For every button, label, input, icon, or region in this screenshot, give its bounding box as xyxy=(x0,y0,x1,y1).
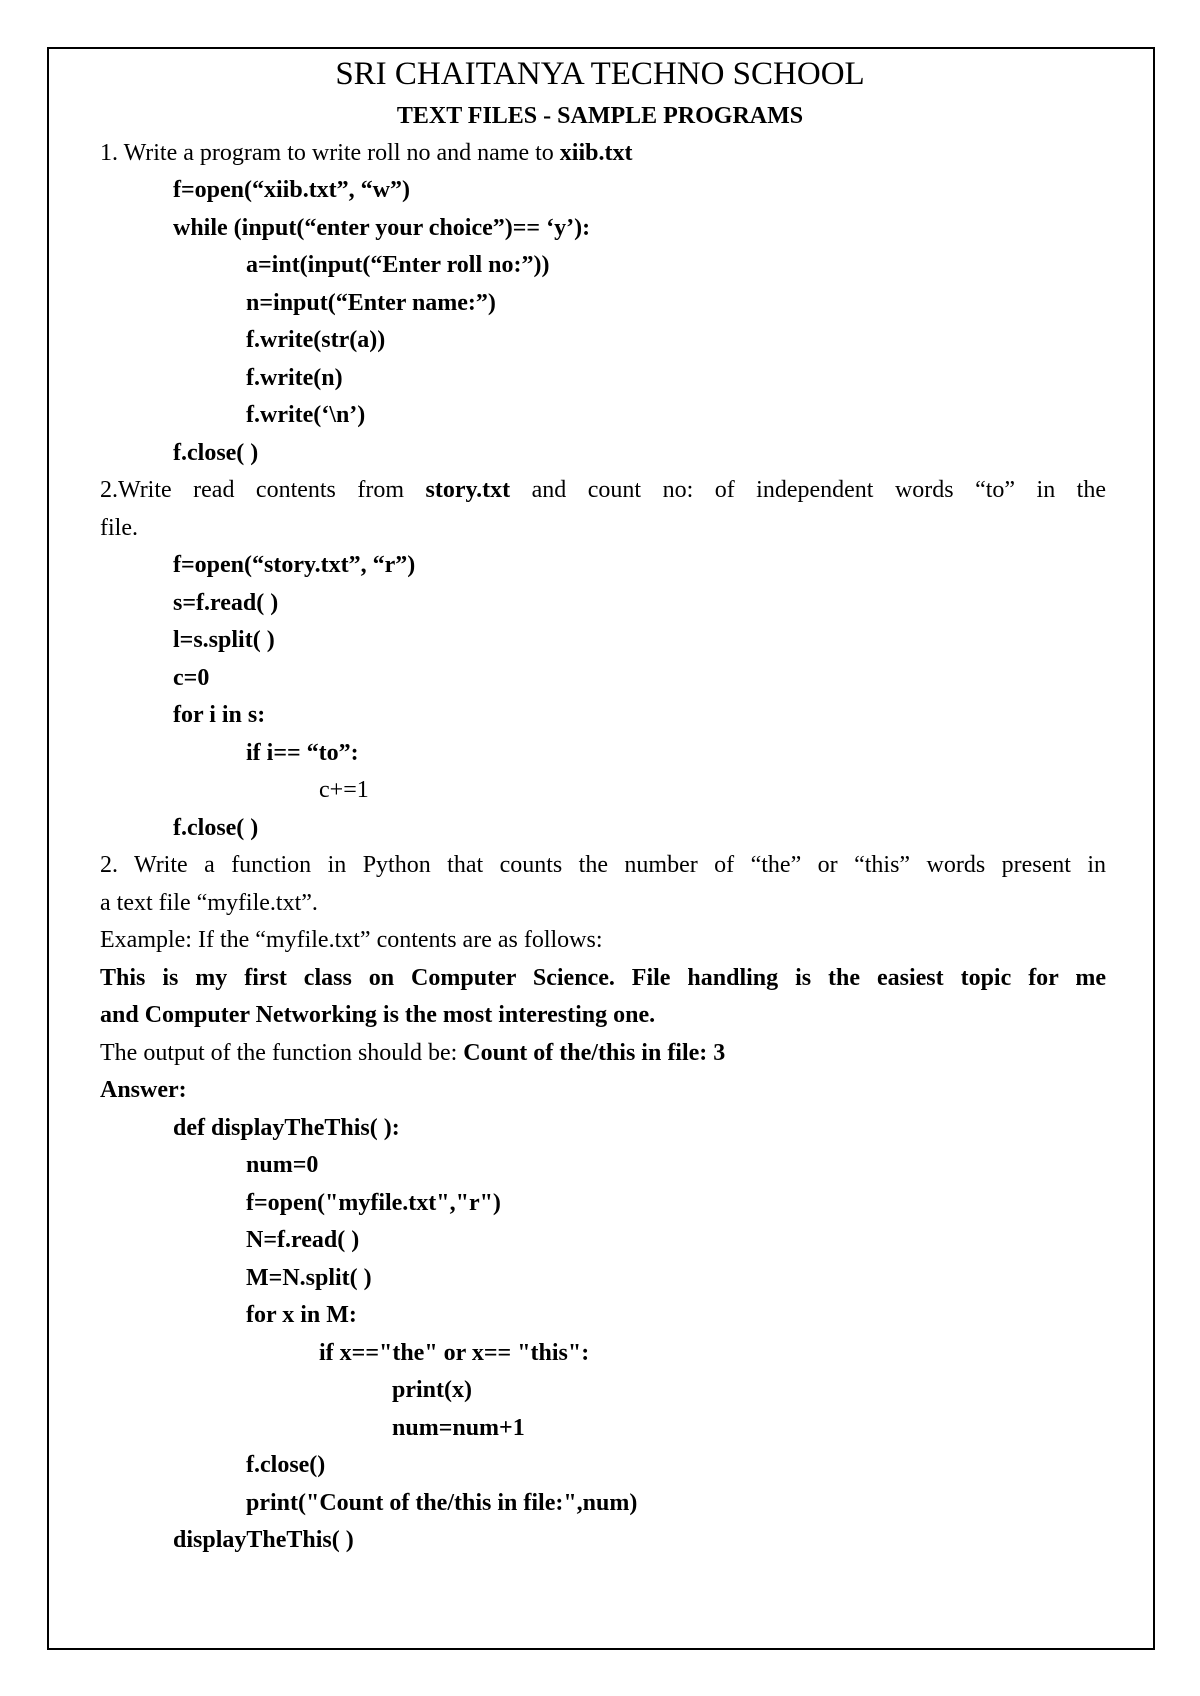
question-3-cont: a text file “myfile.txt”. xyxy=(100,890,318,916)
code-line: s=f.read( ) xyxy=(173,590,279,616)
code-line: a=int(input(“Enter roll no:”)) xyxy=(246,252,550,278)
code-line: if i== “to”: xyxy=(246,740,359,766)
code-line: f.write(‘\n’) xyxy=(246,402,366,428)
code-line: while (input(“enter your choice”)== ‘y’): xyxy=(173,215,591,241)
code-line: for i in s: xyxy=(173,702,266,728)
code-line: f.close() xyxy=(246,1452,326,1478)
code-line: f.write(n) xyxy=(246,365,343,391)
filename-story: story.txt xyxy=(425,477,511,503)
code-line: print(x) xyxy=(392,1377,472,1403)
code-line: f.close( ) xyxy=(173,815,259,841)
school-name: SRI CHAITANYA TECHNO SCHOOL xyxy=(335,56,865,92)
code-line: f.close( ) xyxy=(173,440,259,466)
code-line: N=f.read( ) xyxy=(246,1227,360,1253)
example-content-cont: and Computer Networking is the most interesting one. xyxy=(100,1002,656,1028)
example-label: Example: If the “myfile.txt” contents are as follows: xyxy=(100,927,603,953)
code-line: f.write(str(a)) xyxy=(246,327,386,353)
question-2: 2.Write read contents from story.txt and count no: of independent words “to” in the xyxy=(100,477,1106,503)
code-line: f=open(“story.txt”, “r”) xyxy=(173,552,416,578)
code-line: num=0 xyxy=(246,1152,319,1178)
question-2-cont: file. xyxy=(100,515,138,541)
code-line: def displayTheThis( ): xyxy=(173,1115,400,1141)
document-title: TEXT FILES - SAMPLE PROGRAMS xyxy=(396,103,804,129)
question-1: 1. Write a program to write roll no and name to xiib.txt xyxy=(100,140,633,166)
filename-xiib: xiib.txt xyxy=(559,140,633,166)
code-line: l=s.split( ) xyxy=(173,627,275,653)
code-line: c=0 xyxy=(173,665,210,691)
question-3: 2. Write a function in Python that counts the number of “the” or “this” words present in xyxy=(100,852,1106,878)
code-line: M=N.split( ) xyxy=(246,1265,372,1291)
expected-output: The output of the function should be: Count of the/this in file: 3 xyxy=(100,1040,726,1066)
code-line: if x=="the" or x== "this": xyxy=(319,1340,590,1366)
code-line: displayTheThis( ) xyxy=(173,1527,354,1553)
output-value: Count of the/this in file: 3 xyxy=(463,1040,726,1066)
code-line: num=num+1 xyxy=(392,1415,525,1441)
code-line: f=open("myfile.txt","r") xyxy=(246,1190,501,1216)
code-line: for x in M: xyxy=(246,1302,357,1328)
code-line: print("Count of the/this in file:",num) xyxy=(246,1490,638,1516)
code-line: n=input(“Enter name:”) xyxy=(246,290,496,316)
answer-label: Answer: xyxy=(100,1077,187,1103)
code-line: c+=1 xyxy=(319,777,369,803)
example-content: This is my first class on Computer Science. File handling is the easiest topic for me xyxy=(100,965,1106,991)
code-line: f=open(“xiib.txt”, “w”) xyxy=(173,177,410,203)
